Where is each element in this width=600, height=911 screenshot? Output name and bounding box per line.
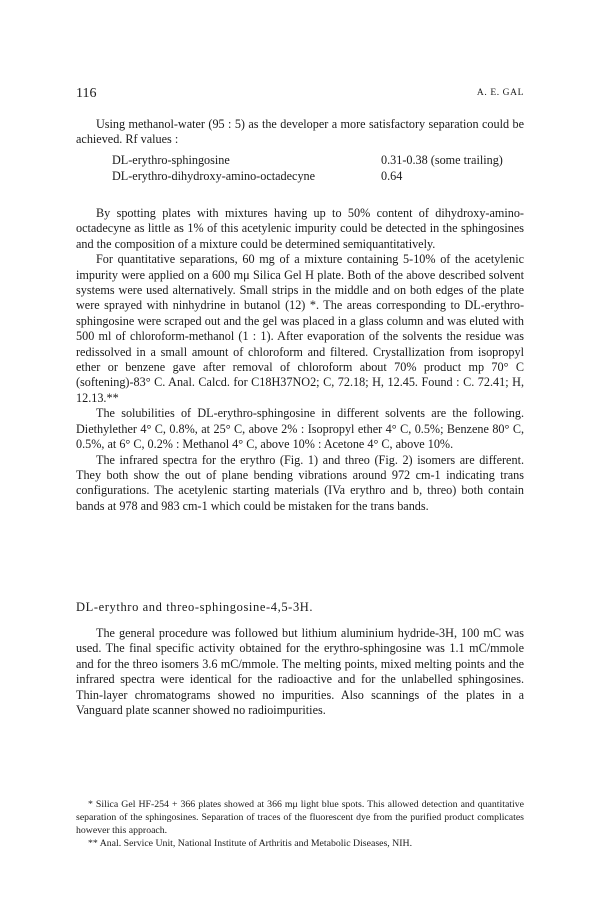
footnote-silica-gel: * Silica Gel HF-254 + 366 plates showed at 366 mμ light blue spots. This allowed detection and quantitative separation of the sphingosines. Separation of traces of the fluorescent dye from the purified product complicates however this approach. (76, 799, 524, 836)
intro-text: Using methanol-water (95 : 5) as the developer a more satisfactory separation could be achieved. Rf values : (76, 117, 524, 147)
rf-row (112, 169, 524, 185)
intro-paragraph (76, 117, 524, 148)
rf-value: 0.31-0.38 (some trailing) (381, 153, 503, 167)
section-heading: DL-erythro and threo-sphingosine-4,5-3H. (76, 600, 314, 614)
main-text (76, 206, 524, 514)
rf-values-table (112, 153, 524, 184)
section-body (76, 626, 524, 718)
footnotes (76, 798, 524, 850)
page-header (76, 86, 524, 102)
running-head: A. E. GAL (476, 88, 524, 98)
rf-row (112, 153, 524, 169)
paragraph-detection: By spotting plates with mixtures having up to 50% content of dihydroxy-amino-octadecyne as little as 1% of this acetylenic impurity could be detected in the sphingosines and the composition of a mixture could be determined semiquantitatively. (76, 206, 524, 251)
paragraph-infrared-spectra: The infrared spectra for the erythro (Fig. 1) and threo (Fig. 2) isomers are different. They both show the out of plane bending vibrations around 972 cm-1 indicating trans configurations. The acetylenic starting materials (IVa erythro and b, threo) both contain bands at 978 and 983 cm-1 which could be mistaken for the trans bands. (76, 452, 524, 513)
paragraph-solubilities: The solubilities of DL-erythro-sphingosine in different solvents are the following. Diethylether 4° C, 0.8%, at 25° C, above 2% : Isopropyl ether 4° C, 0.5%; Benzene 80° C, 0.5%, at 6° C, 0.2% : Methanol 4° C, above 10% : Acetone 4° C, above 10%. (76, 406, 524, 452)
footnote-anal-service: ** Anal. Service Unit, National Institute of Arthritis and Metabolic Diseases, NIH. (88, 838, 413, 849)
paragraph-quantitative-separation: For quantitative separations, 60 mg of a mixture containing 5-10% of the acetylenic impurity were applied on a 600 mμ Silica Gel H plate. Both of the above described solvent systems were used alternatively. Small strips in the middle and on both edges of the plate were sprayed with ninhydrine in butanol (12) *. The areas corresponding to DL-erythro-sphingosine were scraped out and the gel was placed in a glass column and was eluted with 500 ml of chloroform-methanol (1 : 1). After evaporation of the solvents the residue was redissolved in a small amount of chloroform and filtered. Crystallization from isopropyl ether or benzene gave after removal of chloroform about 70% product mp 70° C (softening)-83° C. Anal. Calcd. for C18H37NO2; C, 72.18; H, 12.45. Found : C. 72.41; H, 12.13.** (76, 252, 524, 405)
rf-value: 0.64 (381, 168, 403, 183)
page-number: 116 (76, 86, 97, 101)
rf-compound-name: DL-erythro-dihydroxy-amino-octadecyne (112, 168, 316, 183)
rf-compound-name: DL-erythro-sphingosine (112, 153, 230, 167)
section-paragraph: The general procedure was followed but lithium aluminium hydride-3H, 100 mC was used. The final specific activity obtained for the erythro-sphingosine was 1.1 mC/mmole and for the threo isomers 3.6 mC/mmole. The melting points, mixed melting points and the infrared spectra were identical for the radioactive and for the unlabelled sphingosines. Thin-layer chromatograms showed no impurities. Also scannings of the plates in a Vanguard plate scanner showed no radioimpurities. (76, 626, 524, 718)
